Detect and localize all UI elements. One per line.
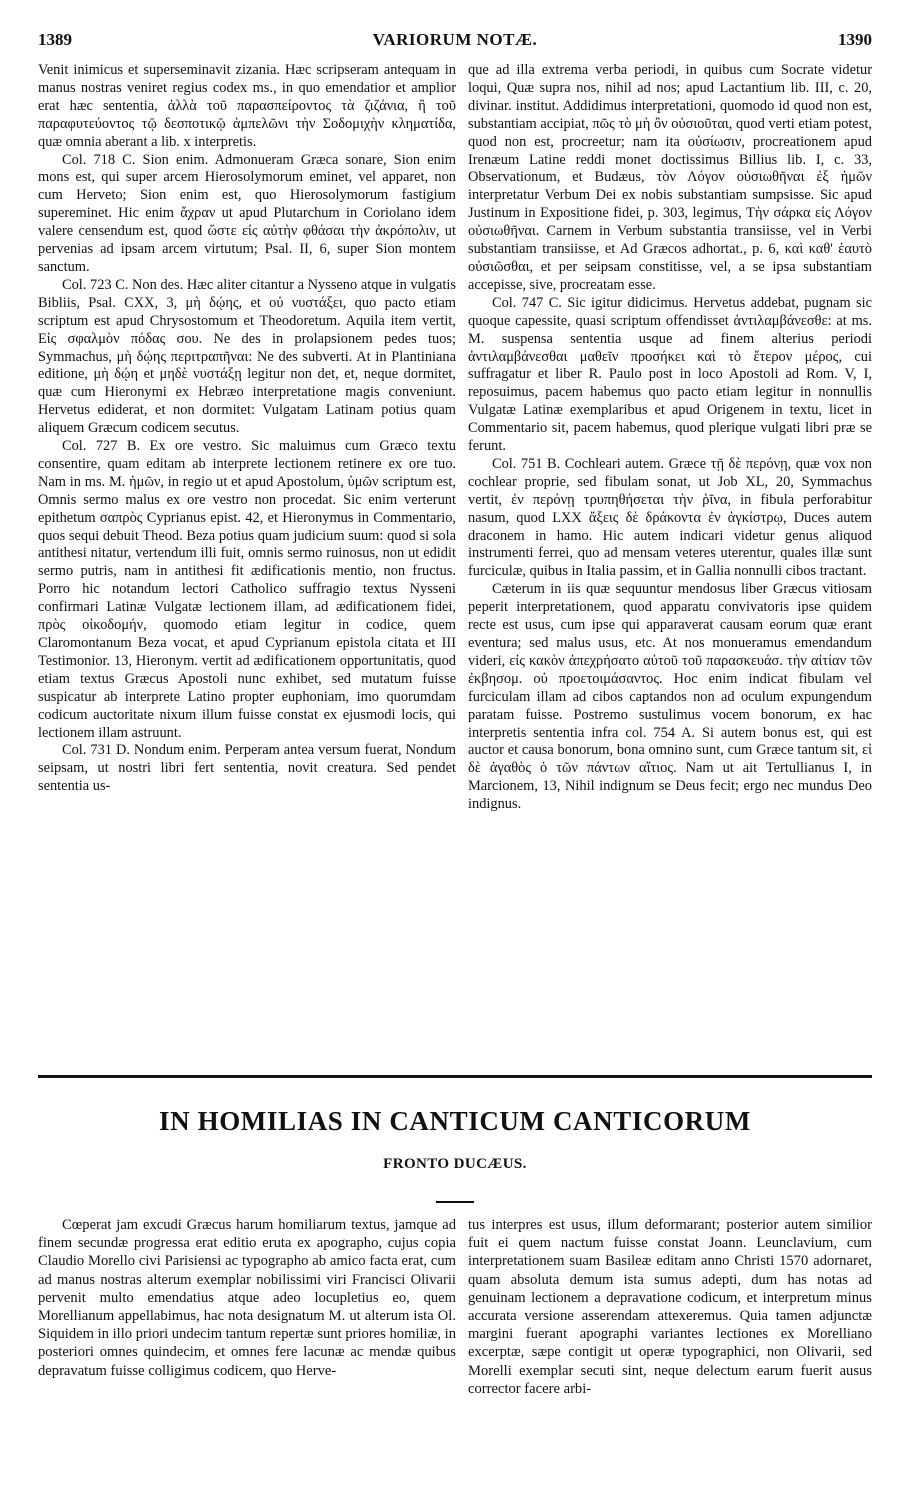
running-header xyxy=(38,30,872,54)
note-paragraph: Col. 718 C. Sion enim. Admonueram Græca sonare, Sion enim mons est, qui super arcem Hierosolymorum eminet, vel apparet, non cum Herveto; Sion enim est, quo Hierosolymorum fastigium supereminet. Hic enim ἄχραν ut apud Plutarchum in Coriolano idem valere censendum est, quod ὥστε εἰς αὐτὴν φθάσαι τὴν ἀκρόπολιν, ut pervenias ad ipsam arcem virtutum; Psal. II, 6, super Sion montem sanctum. xyxy=(38,151,456,275)
running-title: VARIORUM NOTÆ. xyxy=(372,30,538,49)
short-rule xyxy=(436,1201,474,1203)
page-number-right: 1390 xyxy=(838,30,872,49)
notes-column-left xyxy=(38,62,456,1062)
section-divider xyxy=(38,1075,872,1078)
note-paragraph: Venit inimicus et superseminavit zizania. Hæc scripseram antequam in manus nostras veniret regius codex ms., in quo emendatior et amplior erat hæc sententia, ἀλλὰ τοῦ παρασπείροντος τὰ ζιζάνια, ἢ τοῦ παραφυτεύοντος τῷ δεσποτικῷ ἀμπελῶνι τὴν Σοδομιχὴν κληματίδα, quæ omnia aberant a lib. x interpretis. xyxy=(38,62,456,150)
note-paragraph: Col. 747 C. Sic igitur didicimus. Hervetus addebat, pugnam sic quoque capessite, quasi scriptum offendisset ἀντιλαμβάνεσθε: at ms. M. suspensa sententia usque ad finem alterius periodi ἀντιλαμβάνεσθαι μαθεῖν προσήκει καὶ τὸ ἕτερον μέρος, cui suffragatur et liber R. Paulo post in loco Apostoli ad Rom. V, I, reposuimus, pacem habemus quo pacto etiam legitur in nonnullis Vulgatæ Latinæ exemplaribus et apud Origenem in textu, licet in Commentario sit, pacem habemus, quod plerique vulgati libri præ se ferunt. xyxy=(468,294,872,455)
page-number-left: 1389 xyxy=(38,30,72,49)
note-paragraph: Col. 723 C. Non des. Hæc aliter citantur a Nysseno atque in vulgatis Bibliis, Psal. CXX, 3, μὴ δῴης, et οὐ νυστάξει, quo pacto etiam scriptum est apud Chrysostomum et Theodoretum. Aquila item vertit, Εἰς σφαλμὸν πόδας σου. Ne des in prolapsionem pedes tuos; Symmachus, μὴ δῴης περιτραπῆναι: Ne des subverti. At in Plantiniana editione, μὴ δῴη et μηδὲ νυστάξῃ legitur non det, et, neque dormitet, quæ cum Hieronymi ex Hebræo interpretatione magis conveniunt. Hervetus ediderat, et non dormitet: Vulgatam Latinam potius quam aliquem Græcum codicem secutus. xyxy=(38,276,456,437)
note-paragraph: Col. 731 D. Nondum enim. Perperam antea versum fuerat, Nondum seipsam, ut nostri libri fert sententia, novit creatura. Sed pendet sententia us- xyxy=(38,742,456,795)
note-paragraph: que ad illa extrema verba periodi, in quibus cum Socrate videtur loqui, Quæ supra nos, nihil ad nos; apud Lactantium lib. III, c. 20, divinar. institut. Addidimus interpretationi, quomodo id quod non est, substantiam accipiat, πῶς τὸ μὴ ὂν οὐσιοῦται, quod verti etiam potest, quod non est, procreetur; nam ita οὐσίωσιν, procreationem apud Irenæum Latine reddi monet doctissimus Billius lib. I, c. 33, Observationum, et Budæus, τὸν Λόγον οὐσιωθῆναι ἐξ ἡμῶν interpretatur Verbum Dei ex nobis substantiam sumpsisse. Sic apud Justinum in Expositione fidei, p. 303, legimus, Τὴν σάρκα εἰς Λόγον οὐσιωθῆναι. Carnem in Verbum substantia transiisse, vel in Verbi substantiam transiisse, et Ad Græcos adhortat., p. 6, καὶ καθ' ἑαυτὸ οὐσιῶσθαι, et per seipsam constitisse, vel, a se ipsa substantiam accepisse, sive, procreatam esse. xyxy=(468,62,872,293)
note-paragraph: Col. 751 B. Cochleari autem. Græce τῇ δὲ περόνῃ, quæ vox non cochlear proprie, sed fibulam sonat, ut Job XL, 20, Symmachus vertit, ἐν περόνῃ τρυπηθήσεται τὴν ῥῖνα, in fibula perforabitur nasum, quod LXX ἄξεις δὲ δράκοντα ἐν ἀγκίστρῳ, Duces autem draconem in hamo. Hic autem indicari videtur genus aliquod instrumenti ferrei, quo ad mensam veteres uterentur, quales illæ sunt furciculæ, quibus in Italia passim, et in Gallia nonnulli cibos tractant. xyxy=(468,455,872,580)
note-paragraph: Col. 727 B. Ex ore vestro. Sic maluimus cum Græco textu consentire, quam editam ab interprete lectionem retinere ex ore tuo. Nam in ms. M. ἡμῶν, in regio ut et apud Apostolum, ὑμῶν scriptum est, Omnis sermo malus ex ore vestro non procedat. Sic enim verterunt epithetum σαπρὸς Cyprianus epist. 42, et Hieronymus in Commentario, quos sequi debuit Theod. Beza potius quam judicium suum: quod si sola antithesi nitatur, vertendum illi fuit, omnis sermo ruinosus, non ut edidit sermo putris, nam in antithesi fit ædificationis mentio, non fructus. Porro hic notandum lectori Catholico suffragio textus Nysseni confirmari Latinæ Vulgatæ lectionem illam, ad ædificationem fidei, πρὸς οἰκοδομήν, quomodo etiam legitur in codice, quem Claromontanum Beza vocat, et apud Cyprianum epistola citata et III Testimonior. 13, Hieronym. vertit ad ædificationem opportunitatis, quod etiam textus Græcus Apostoli nunc exhibet, sed mutatum fuisse suspicatur ab interprete Latino propter euphoniam, imo quorumdam codicum auctoritate nixum illum fuisse constat ex ejusmodi locis, qui lectionem illam astruunt. xyxy=(38,438,456,741)
note-paragraph: Cæterum in iis quæ sequuntur mendosus liber Græcus vitiosam peperit interpretationem, quod apparatu convivatoris ipse quidem recte est usus, cum ipse qui apparaverat causam eorum quæ erant eventura; sed malus usus, etc. At nos monueramus emendandum videri, εἰς κακὸν ἀπεχρήσατο αὐτοῦ τοῦ παρασκευάσ. τὴν αἰτίαν τῶν ἐκβησομ. οὐ προετοιμάσαντος. Hoc enim indicat fibulam vel furciculam illam ad cibos captandos non ad oculum expungendum paratam fuisse. Postremo sustulimus vocem bonorum, ex hac interpretis sententia infra col. 754 A. Si autem bonus est, qui est auctor et causa bonorum, bona omnino sunt, cum Græce tantum sit, εἰ δὲ ἀγαθὸς ὁ τῶν πάντων αἴτιος. Nam ut ait Tertullianus I, in Marcionem, 13, Nihil indignum se Deus fecit; ergo nec mundus Deo indignus. xyxy=(468,581,872,813)
section-title: IN HOMILIAS IN CANTICUM CANTICORUM xyxy=(159,1106,751,1136)
preface-paragraph: tus interpres est usus, illum deformarant; posterior autem similior fuit ei quem nactum fuisse constat Joann. Leunclavium, cum interpretationem suam Basileæ editam anno Christi 1570 adornaret, quam absoluta demum ista sumus adepti, dum has notas ad genuinam lectionem a depravatione codicum, et interpretum minus accurata versione asserendam attexeremus. Quia tamen adjunctæ margini fuerant apographi variantes lectiones ex Morelliano excerptæ, sæpe contigit ut operæ typographici, non Olivarii, sed Morelli exemplar secuti sint, neque delectum earum fuerit ausus corrector facere arbi- xyxy=(468,1217,872,1397)
preface-paragraph: Cœperat jam excudi Græcus harum homiliarum textus, jamque ad finem secundæ progressa erat editio eruta ex apographo, cujus copia Claudio Morello civi Parisiensi ac typographo ab amico facta erat, cum ad manus nostras alterum exemplar nobilissimi viri Francisci Olivarii pervenit multo emendatius atque adeo locupletius eo, quem Morellianum appellabimus, hac nota designatum M. ut alterum ista Ol. Siquidem in illo priori undecim tantum repertæ sunt priores homiliæ, in posteriori omnes quindecim, et omnes fere lacunæ ac mendæ quibus depravatum fuisse colligimus codicem, quo Herve- xyxy=(38,1217,456,1379)
preface-column-left xyxy=(38,1216,456,1486)
preface-column-right xyxy=(468,1216,872,1486)
section-author: FRONTO DUCÆUS. xyxy=(383,1156,527,1172)
notes-column-right xyxy=(468,62,872,1062)
